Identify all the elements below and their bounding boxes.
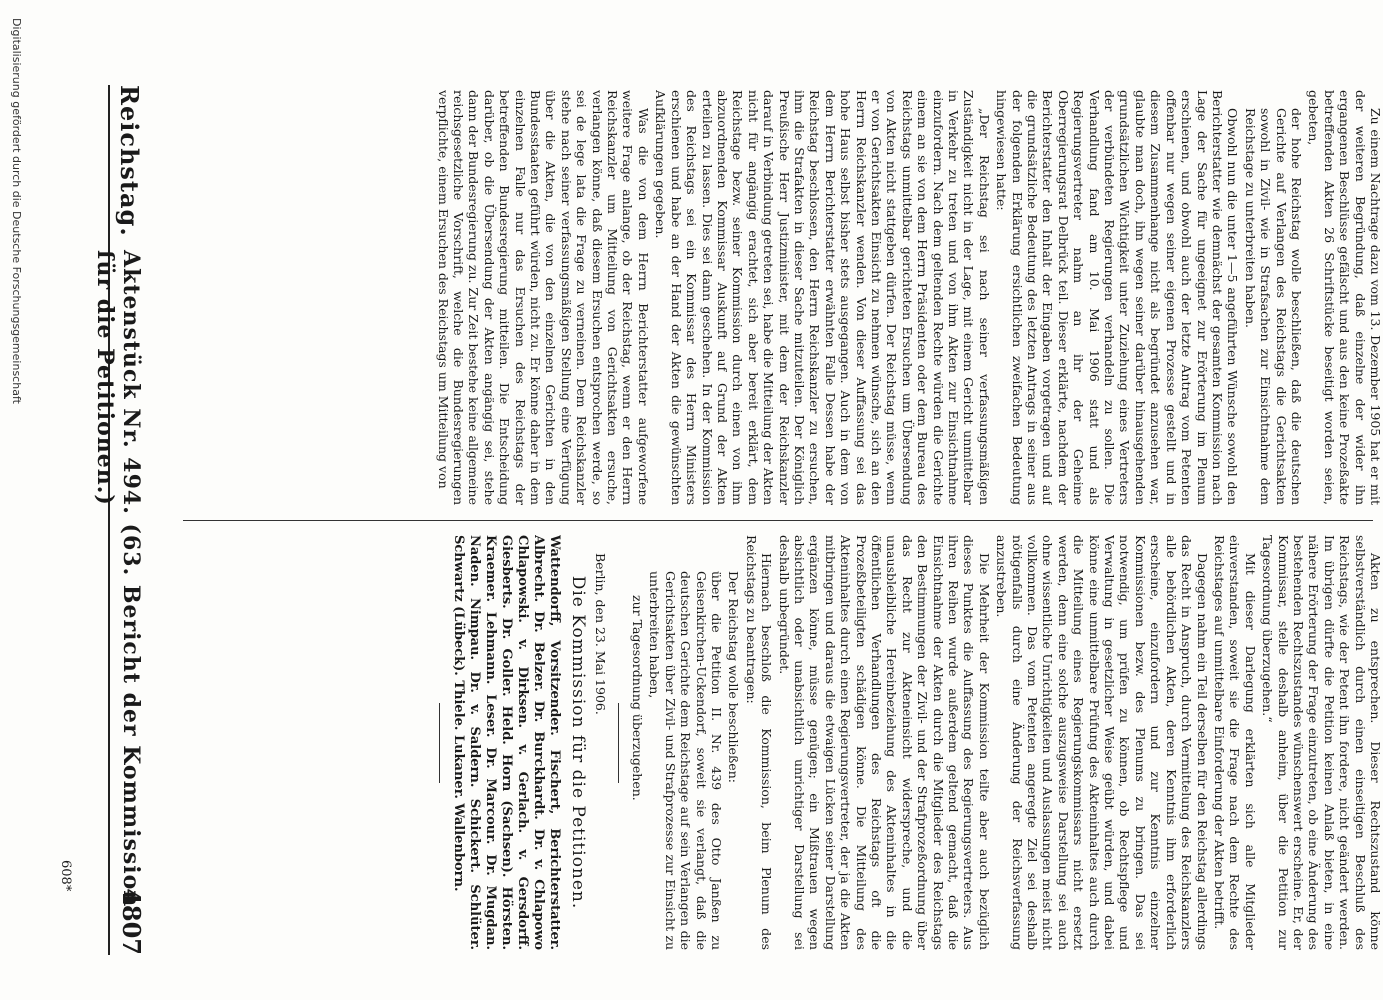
paragraph: „Der Reichstag sei nach seiner verfassungsmäßigen Zuständigkeit nicht in der Lage, mit einem Gericht unmittelbar in Verkehr zu treten und von ihm Akten zur Einsichtnahme einzufordern. Nach dem geltenden Rechte würden die Gerichte einem an sie von dem Herrn Präsidenten oder dem Bureau des Reichstags unmittelbar gerichteten Ersuchen um Übersendung von Akten nicht stattgeben dürfen. Der Reichstag müsse, wenn er von Gerichtsakten Einsicht zu nehmen wünsche, sich an den Herrn Reichskanzler wenden. Von dieser Auffassung sei das hohe Haus selbst bisher stets ausgegangen. Auch in dem von dem Herrn Berichterstatter erwähnten Falle Dessen habe der Reichstag beschlossen, den Herrn Reichskanzler zu ersuchen, ihm die Strafakten in dieser Sache mitzuteilen. Der Königlich Preußische Herr Justizminister, mit dem der Reichskanzler darauf in Verbindung getreten sei, habe die Mitteilung der Akten nicht für angängig erachtet, sich aber bereit erklärt, dem Reichstage bezw. seiner Kommission durch einen von ihm abzuordnenden Kommissar Auskunft auf Grund der Akten erteilen zu lassen. Dies sei dann geschehen. In der Kommission des Reichstags sei ein Kommissar des Herrn Ministers erschienen und habe an der Hand der Akten die gewünschten Aufklärungen gegeben. [653, 90, 992, 505]
paragraph: Hiernach beschloß die Kommission, beim Plenum des Reichstags zu beantragen: [743, 535, 775, 950]
paragraph: Obwohl nun die unter 1—5 angeführten Wünsche sowohl den Berichterstatter wie demnächst der gesamten Kommission nach Lage der Sache für ungeeignet zur Erörterung im Plenum erschienen, und obwohl auch der letzte Antrag vom Petenten offenbar nur wegen seiner eigenen Prozesse gestellt und in diesem Zusammenhange nicht als begründet anzusehen war, glaubte man doch, ihn wegen seiner darüber hinausgehenden grundsätzlichen Wichtigkeit unter Zuziehung eines Vertreters der verbündeten Regierungen verhandeln zu sollen. Die Verhandlung fand am 10. Mai 1906 statt und als Regierungsvertreter nahm an ihr der Geheime Oberregierungsrat Delbrück teil. Dieser erklärte, nachdem der Berichterstatter den Inhalt der Eingaben vorgetragen und auf die grundsätzliche Bedeutung des letzten Antrags in seiner aus der folgenden Erklärung ersichtlichen zweifachen Bedeutung hingewiesen hatte: [994, 90, 1241, 505]
paragraph: über die Petition II. Nr. 439 des Otto Janßen zu Geisenkirchen-Uckendorf, soweit sie verlangt, daß die deutschen Gerichte dem Reichstage auf sein Verlangen die Gerichtsakten über Zivil- und Strafprozesse zur Einsicht zu unterbreiten haben, [647, 571, 724, 950]
dateline: Berlin, den 23. Mai 1906. [593, 553, 609, 715]
header-left: Reichstag. [115, 85, 144, 237]
left-column [163, 90, 1383, 505]
digitization-note: Digitalisierung gefördert durch die Deutsche Forschungsgemeinschaft [10, 18, 23, 404]
separator-rule [619, 703, 620, 783]
paragraph: Akten zu entsprechen. Dieser Rechtszustand könne selbstverständlich durch einen einseitigen Beschluß des Reichstags, wie der Petent ihn fordere, nicht geändert werden. Im übrigen dürfte die Petition keinen Anlaß bieten, in eine nähere Erörterung der Frage einzutreten, ob eine Änderung des bestehenden Rechtszustandes wünschenswert erscheine. Er, der Kommissar, stelle deshalb anheim, über die Petition zur Tagesordnung überzugehen.“ [1260, 535, 1383, 950]
paragraph: Zu einem Nachtrage dazu vom 13. Dezember 1905 hat er mit der weiteren Begründung, daß einzelne der wider ihn ergangenen Beschlüsse gefälscht und aus den keine Prozeßakte betreffenden Akten 26 Schriftstücke beseitigt worden seien, gebeten, [1306, 90, 1383, 505]
paragraph: Mit dieser Darlegung erklärten sich alle Mitglieder einverstanden, soweit sie die Frage nach dem Rechte des Reichstages auf unmittelbare Einforderung der Akten betrifft. [1211, 535, 1258, 950]
paragraph: der hohe Reichstag wolle beschließen, daß die deutschen Gerichte auf Verlangen des Reichstags die Gerichtsakten sowohl in Zivil- wie in Strafsachen zur Einsichtnahme dem Reichstage zu unterbreiten haben. [1242, 108, 1304, 505]
signature-members: Wattendorff, Vorsitzender. Fischert, Berichterstatter. Albrecht. Dr. Belzer. Dr. Burckhardt. Dr. v. Chlapowo Chlapowski. v. Dirksen. v. Gerlach. v. Gersdorff. Giesberts. Dr. Goller. Held. Horn (Sachsen). Hörsten. Kraemer. Lehmann. Leser. Dr. Marcour. Dr. Mugdan. Naden. Nimpau. Dr. v. Saldern. Schickert. Schlüter. Schwartz (Lübeck). Thiele. Lukaner. Wallenborn. [450, 535, 562, 950]
right-column [163, 535, 1383, 950]
paragraph: Dagegen nahm ein Teil derselben für den Reichstag allerdings das Recht in Anspruch, durch Vermittelung des Reichskanzlers alle behördlichen Akten, deren Kenntnis ihm erforderlich erscheine, einzufordern und zur Kenntnis einzelner Kommissionen bezw. des Plenums zu bringen. Das sei notwendig, um prüfen zu können, ob Rechtspflege und Verwaltung in gesetzlicher Weise geübt würden, und dabei könne eine unmittelbare Prüfung des Akteninhaltes auch durch die Mitteilung eines Regierungskommissars nicht ersetzt werden, denn eine solche auszugsweise Darstellung sei auch ohne wissentliche Unrichtigkeiten und Auslassungen meist nicht vollkommen. Das vom Petenten angeregte Ziel sei deshalb nötigenfalls durch eine Änderung der Reichsverfassung anzustreben. [994, 535, 1210, 950]
paragraph: Der Reichstag wolle beschließen: [726, 571, 742, 783]
signature-title: Die Kommission für die Petitionen. [568, 575, 589, 910]
paragraph: Die Mehrheit der Kommission teilte aber auch bezüglich dieses Punktes die Auffassung des Regierungsvertreters. Aus ihren Reihen wurde außerdem geltend gemacht, daß die Einsichtnahme der Akten durch die Mitglieder des Reichstags den Bestimmungen der Zivil- und der Strafprozeßordnung über das Recht zur Akteneinsicht widerspreche, und die unausbleibliche Hereinbeziehung des Akteninhaltes in die öffentlichen Verhandlungen des Reichstags oft die Prozeßbeteiligten schädigen könne. Die Mitteilung des Akteninhaltes durch einen Regierungsvertreter, der ja die Akten mitbringen und daraus die etwaigen Lücken seiner Darstellung ergänzen könne, müsse genügen; ein Mißtrauen wegen absichtlich oder unabsichtlich unrichtiger Darstellung sei deshalb unbegründet. [776, 535, 992, 950]
column-divider [183, 520, 1373, 521]
separator-rule [439, 703, 440, 783]
header-center: Aktenstück Nr. 494. (63. Bericht der Kommission für die Petitionen.) [92, 250, 144, 908]
page-mark: 608* [58, 860, 73, 892]
paragraph: Was die von dem Herrn Berichterstatter aufgeworfene weitere Frage anlange, ob der Reichstag, wenn er den Herrn Reichskanzler um Mitteilung von Gerichtsakten ersuche, verlangen könne, daß diesem Ersuchen entsprochen werde, so sei de lege lata die Frage zu verneinen. Dem Reichskanzler stehe nach seiner verfassungsmäßigen Stellung eine Verfügung über die Akten, die von den einzelnen Gerichten in den Bundesstaaten geführt würden, nicht zu. Er könne daher in dem einzelnen Falle nur das Ersuchen des Reichstags der betreffenden Bundesregierung mitteilen. Die Entscheidung darüber, ob die Übersendung der Akten angängig sei, stehe dann der Bundesregierung zu. Zur Zeit bestehe keine allgemeine reichsgesetzliche Vorschrift, welche die Bundesregierungen verpflichte, einem Ersuchen des Reichstags um Mitteilung von [435, 90, 651, 505]
page-header [92, 85, 150, 955]
paragraph: zur Tagesordnung überzugehen. [629, 595, 645, 801]
page-number: 4807 [117, 888, 146, 955]
